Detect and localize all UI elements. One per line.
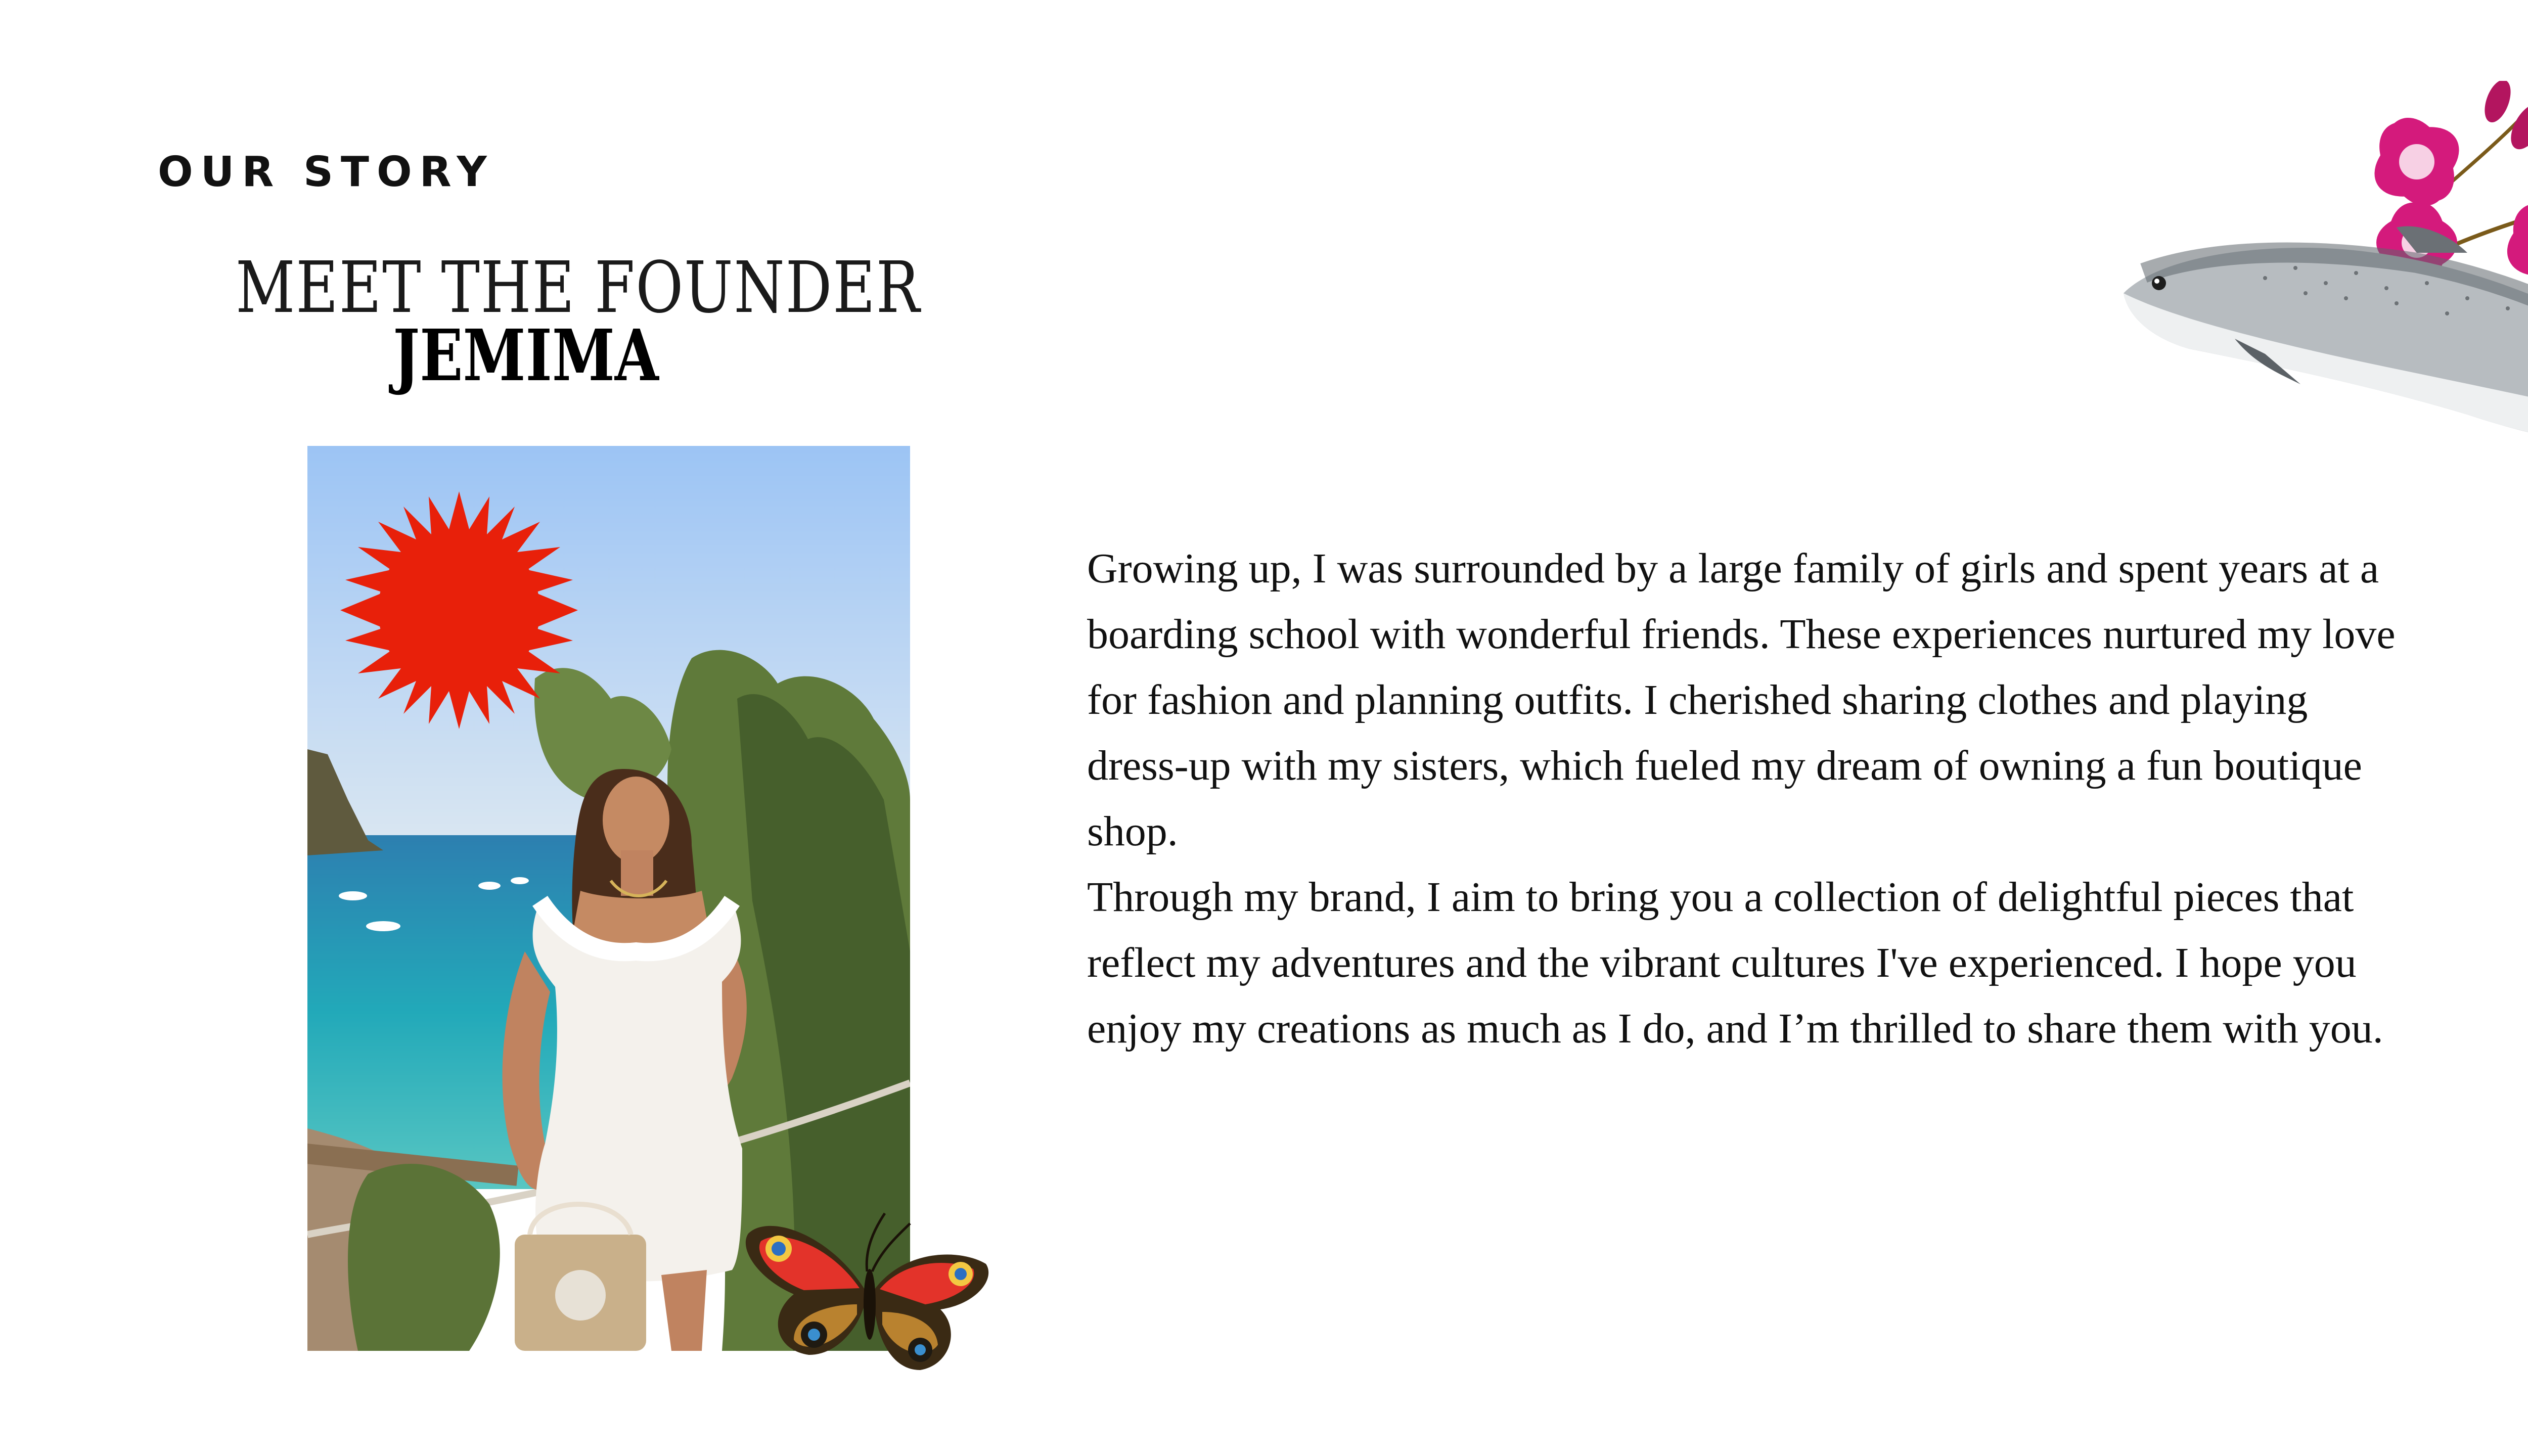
- story-paragraph-2: Through my brand, I aim to bring you a collection of delightful pieces that reflect my adventures and the vibrant cultures I've experienced. I hope you enjoy my creations as much as I do, and I’m thrilled to share them with you.: [1087, 874, 2383, 1052]
- heading-meet-the-founder: MEET THE FOUNDER: [236, 247, 921, 329]
- section-eyebrow: OUR STORY: [158, 148, 494, 196]
- fish-orchid-decoration: [2113, 81, 2528, 546]
- founder-heading: [172, 247, 921, 397]
- founder-story: [1087, 536, 2412, 1062]
- butterfly-decoration: [738, 1203, 1001, 1385]
- story-paragraph-1: Growing up, I was surrounded by a large family of girls and spent years at a boarding school with wonderful friends. These experiences nurtured my love for fashion and planning outfits. I cherished sharing clothes and playing dress-up with my sisters, which fueled my dream of owning a fun boutique shop.: [1087, 545, 2396, 855]
- heading-founder-name: JEMIMA: [393, 314, 659, 397]
